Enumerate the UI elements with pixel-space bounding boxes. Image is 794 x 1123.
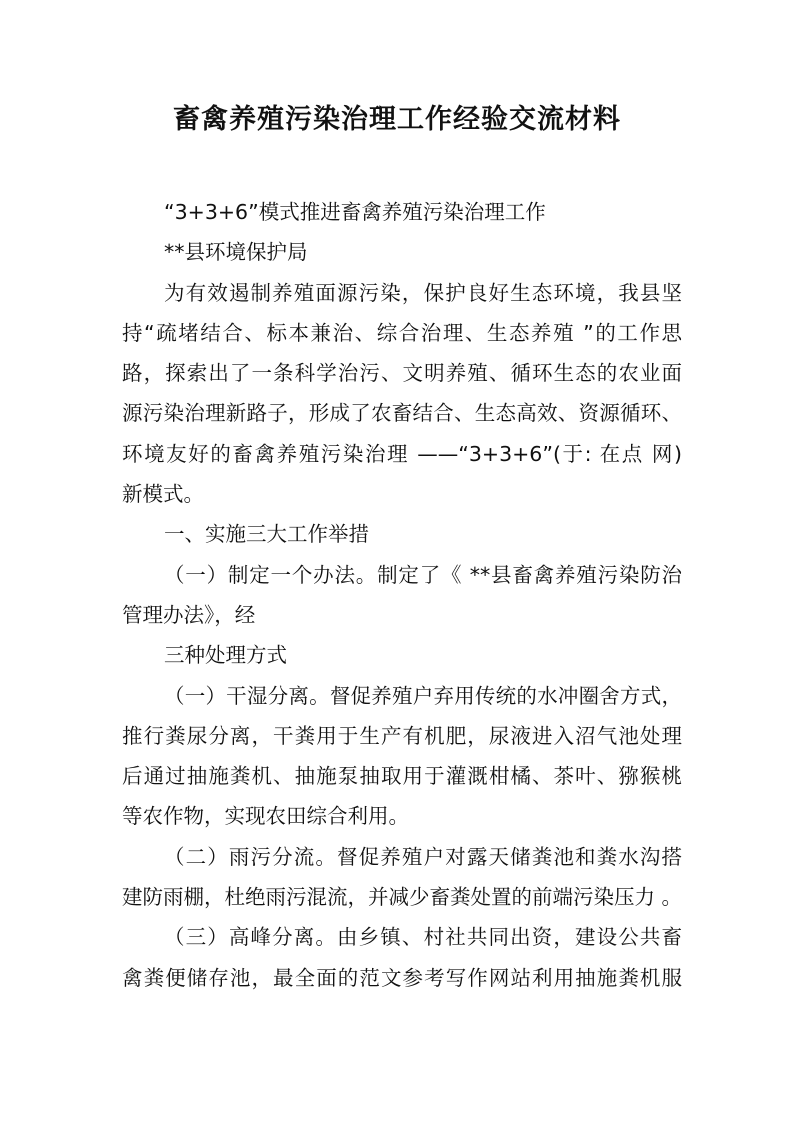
paragraph-line: 管理办法》，经	[122, 602, 256, 627]
paragraph-line: 推行粪尿分离，干粪用于生产有机肥，尿液进入沼气池处理	[122, 723, 682, 748]
paragraph-line: 源污染治理新路子，形成了农畜结合、生态高效、资源循环、	[122, 401, 682, 426]
author-line: **县环境保护局	[164, 240, 308, 265]
paragraph-line: （一）制定一个办法。制定了《 **县畜禽养殖污染防治	[164, 562, 682, 587]
paragraph-line: （一）干湿分离。督促养殖户弃用传统的水冲圈舍方式，	[164, 683, 682, 708]
document-title: 畜禽养殖污染治理工作经验交流材料	[173, 104, 621, 135]
paragraph-line: 环境友好的畜禽养殖污染治理 ——“3+3+6”(于: 在点 网)	[122, 441, 682, 466]
subtitle-line: “3+3+6”模式推进畜禽养殖污染治理工作	[164, 200, 546, 224]
section-heading: 一、实施三大工作举措	[164, 522, 369, 547]
paragraph-line: 建防雨棚，杜绝雨污混流，并减少畜粪处置的前端污染压力 。	[122, 885, 683, 910]
paragraph-line: 禽粪便储存池，最全面的范文参考写作网站利用抽施粪机服	[122, 965, 682, 990]
paragraph-line: 为有效遏制养殖面源污染，保护良好生态环境，我县坚	[164, 280, 682, 305]
section-heading: 三种处理方式	[164, 643, 287, 668]
paragraph-line: 后通过抽施粪机、抽施泵抽取用于灌溉柑橘、茶叶、猕猴桃	[122, 764, 682, 789]
paragraph-line: 等农作物，实现农田综合利用。	[122, 804, 409, 829]
document-body	[122, 192, 682, 998]
paragraph-line: 持“疏堵结合、标本兼治、综合治理、生态养殖 ”的工作思	[122, 320, 682, 345]
paragraph-line: （二）雨污分流。督促养殖户对露天储粪池和粪水沟搭	[164, 844, 682, 869]
paragraph-line: 新模式。	[122, 482, 204, 507]
paragraph-line: 路，探索出了一条科学治污、文明养殖、循环生态的农业面	[122, 361, 682, 386]
paragraph-line: （三）高峰分离。由乡镇、村社共同出资，建设公共畜	[164, 925, 682, 950]
